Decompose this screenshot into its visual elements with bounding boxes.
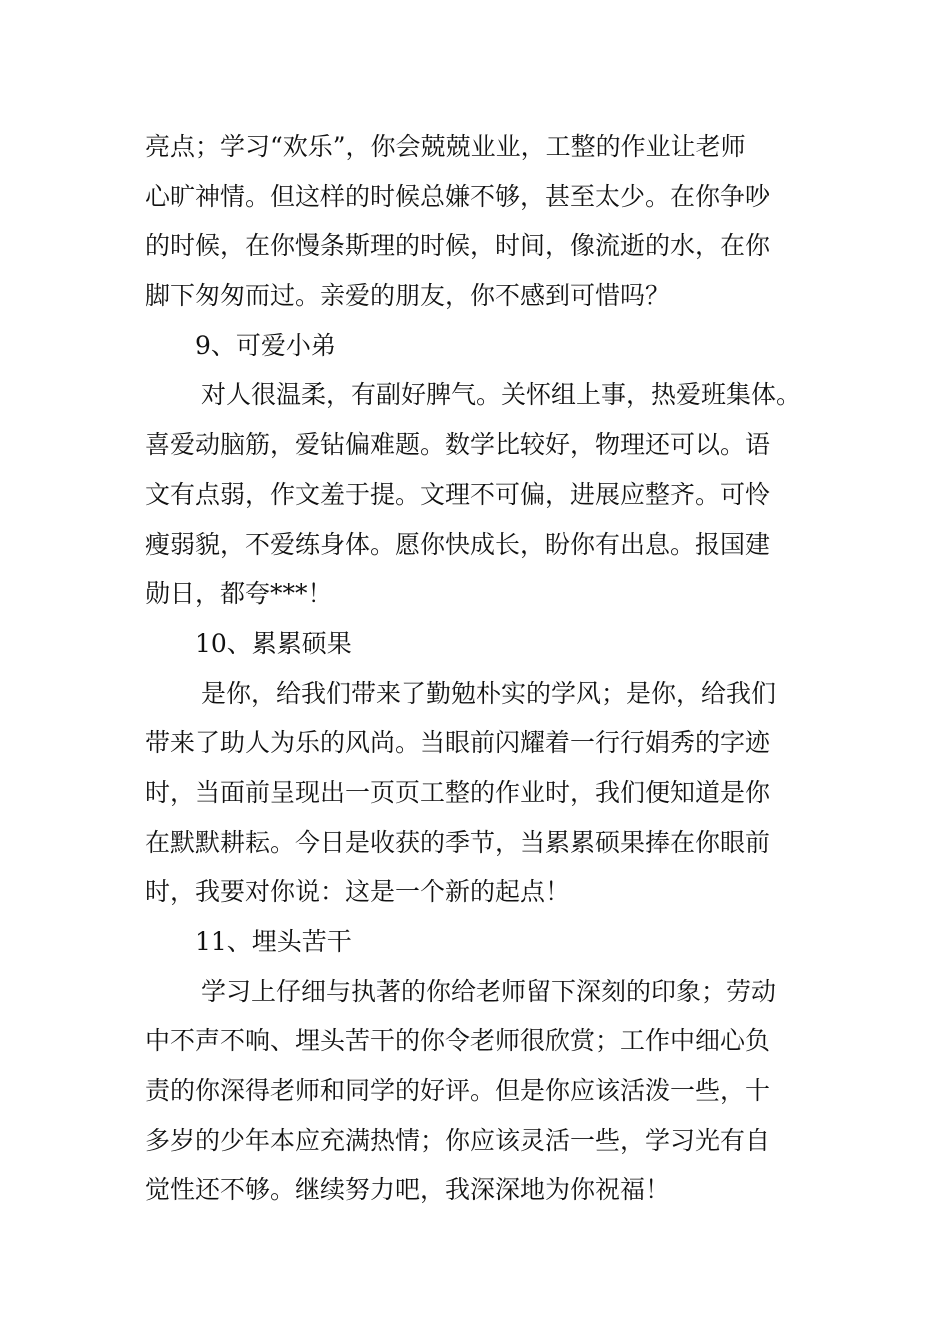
document-page — [145, 122, 825, 1215]
text-line: 瘦弱貌，不爱练身体。愿你快成长，盼你有出息。报国建 — [145, 529, 771, 559]
text-line: 中不声不响、埋头苦干的你令老师很欣赏；工作中细心负 — [145, 1026, 771, 1056]
text-line: 责的你深得老师和同学的好评。但是你应该活泼一些，十 — [145, 1076, 771, 1106]
text-line: 时，我要对你说：这是一个新的起点！ — [145, 877, 571, 907]
text-line: 文有点弱，作文羞于提。文理不可偏，进展应整齐。可怜 — [145, 479, 771, 509]
text-line: 的时候，在你慢条斯理的时候，时间，像流逝的水，在你 — [145, 231, 771, 261]
section-heading: 11、埋头苦干 — [195, 927, 352, 956]
text-line: 觉性还不够。继续努力吧，我深深地为你祝福！ — [145, 1175, 671, 1205]
text-line: 时，当面前呈现出一页页工整的作业时，我们便知道是你 — [145, 777, 771, 807]
text-line: 脚下匆匆而过。亲爱的朋友，你不感到可惜吗？ — [145, 281, 671, 311]
text-line: 在默默耕耘。今日是收获的季节，当累累硕果捧在你眼前 — [145, 827, 771, 857]
text-line: 勋日，都夸***！ — [145, 579, 333, 609]
text-line: 喜爱动脑筋，爱钻偏难题。数学比较好，物理还可以。语 — [145, 430, 771, 460]
section-heading: 10、累累硕果 — [195, 628, 352, 658]
text-line: 带来了助人为乐的风尚。当眼前闪耀着一行行娟秀的字迹 — [145, 728, 771, 758]
paragraph-first-line: 对人很温柔，有副好脾气。关怀组上事，热爱班集体。 — [201, 380, 802, 410]
paragraph-first-line: 是你，给我们带来了勤勉朴实的学风；是你，给我们 — [201, 678, 777, 708]
text-line: 多岁的少年本应充满热情；你应该灵活一些，学习光有自 — [145, 1125, 771, 1155]
paragraph-first-line: 学习上仔细与执著的你给老师留下深刻的印象；劳动 — [201, 976, 777, 1006]
text-line: 亮点；学习“欢乐”，你会兢兢业业，工整的作业让老师 — [145, 132, 746, 161]
text-line: 心旷神情。但这样的时候总嫌不够，甚至太少。在你争吵 — [145, 181, 771, 211]
section-heading: 9、可爱小弟 — [195, 330, 336, 360]
